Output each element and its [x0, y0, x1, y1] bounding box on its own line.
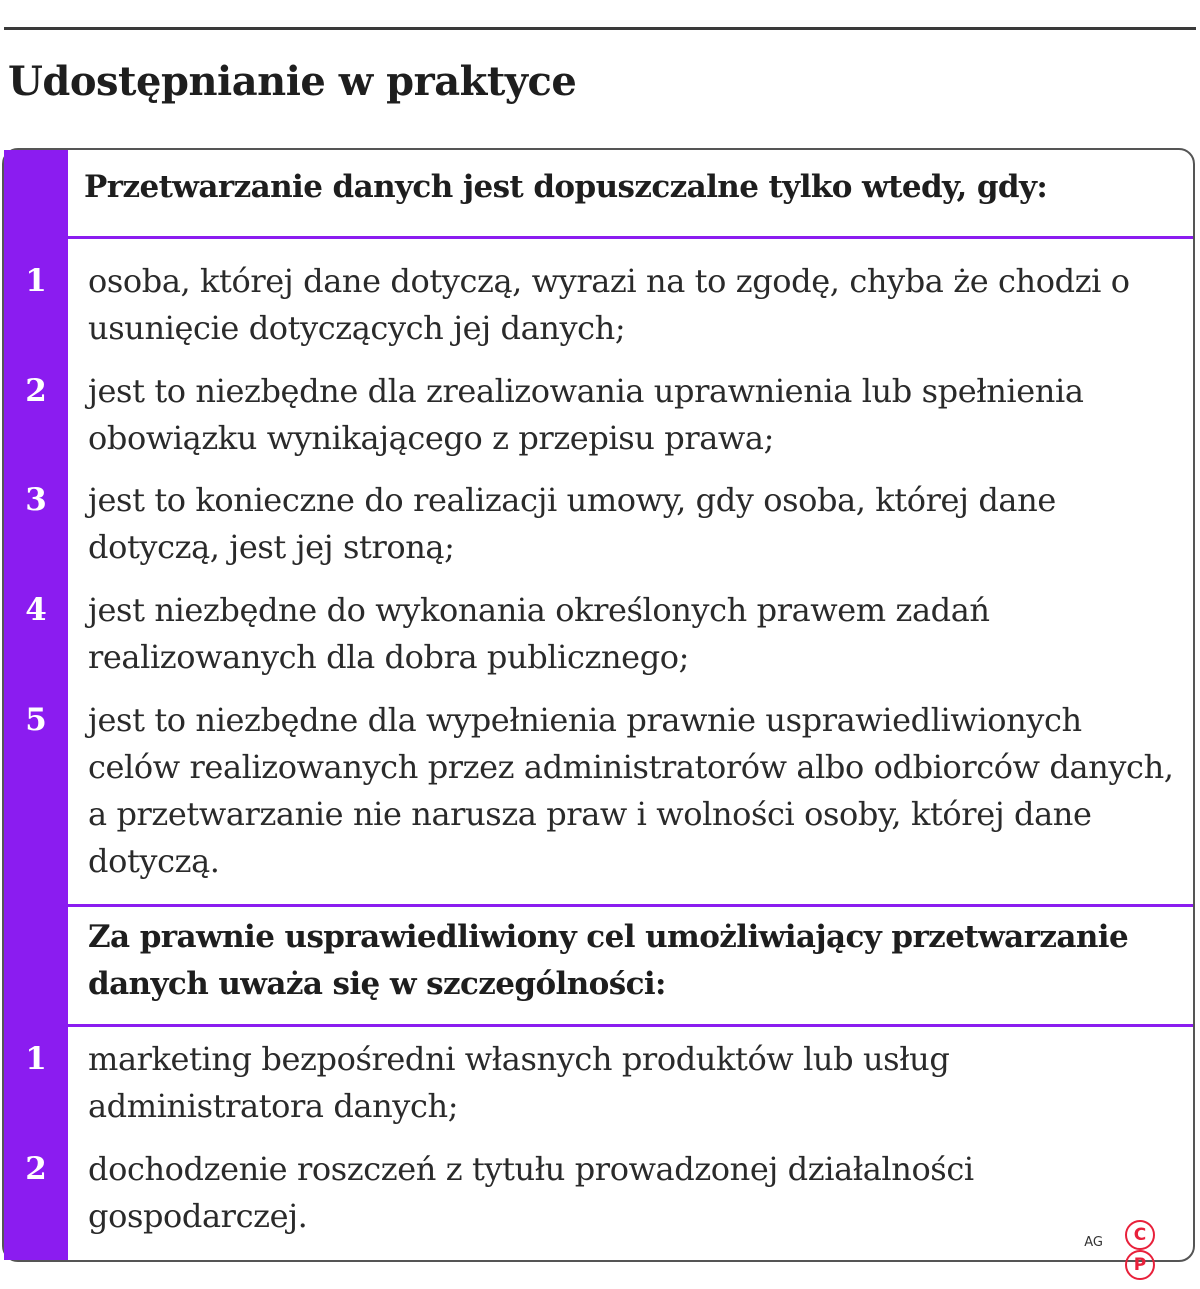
- item-number: 2: [25, 1151, 47, 1187]
- item-number: 4: [25, 592, 47, 628]
- item-text: jest to konieczne do realizacji umowy, gdy osoba, której dane dotyczą, jest jej stroną;: [88, 481, 1056, 566]
- item-number: 5: [25, 702, 47, 738]
- page-title: Udostępnianie w praktyce: [8, 58, 577, 105]
- section2-divider: [68, 1024, 1193, 1027]
- section2-heading: Za prawnie usprawiedliwiony cel umożliwiający przetwarzanie danych uważa się w szczególności:: [88, 919, 1129, 1002]
- section1-divider: [68, 236, 1193, 239]
- info-content: [25, 150, 1193, 1275]
- info-box: [2, 148, 1195, 1275]
- top-rule: [4, 27, 1196, 30]
- item-text: jest niezbędne do wykonania określonych prawem zadań realizowanych dla dobra publicznego;: [88, 591, 990, 676]
- item-text: jest to niezbędne dla zrealizowania uprawnienia lub spełnienia obowiązku wynikającego z przepisu prawa;: [88, 372, 1084, 457]
- item-number: 3: [25, 482, 47, 518]
- item-text: marketing bezpośredni własnych produktów lub usług administratora danych;: [88, 1040, 950, 1125]
- publisher-logo: [1125, 1220, 1183, 1275]
- item-number: 2: [25, 373, 47, 409]
- item-text: dochodzenie roszczeń z tytułu prowadzonej działalności gospodarczej.: [88, 1150, 974, 1235]
- section-divider: [68, 904, 1193, 907]
- copyright-p-icon: P: [1125, 1250, 1155, 1280]
- section1-heading: Przetwarzanie danych jest dopuszczalne tylko wtedy, gdy:: [84, 169, 1048, 205]
- author-credit: AG: [1084, 1235, 1103, 1250]
- item-number: 1: [25, 1041, 47, 1077]
- copyright-c-icon: C: [1125, 1220, 1155, 1250]
- item-text: jest to niezbędne dla wypełnienia prawnie usprawiedliwionych celów realizowanych przez administratorów albo odbiorców danych, a przetwarzanie nie narusza praw i wolności osoby, której dane dotyczą.: [88, 701, 1174, 880]
- item-number: 1: [25, 263, 47, 299]
- item-text: osoba, której dane dotyczą, wyrazi na to zgodę, chyba że chodzi o usunięcie dotyczących jej danych;: [88, 262, 1130, 347]
